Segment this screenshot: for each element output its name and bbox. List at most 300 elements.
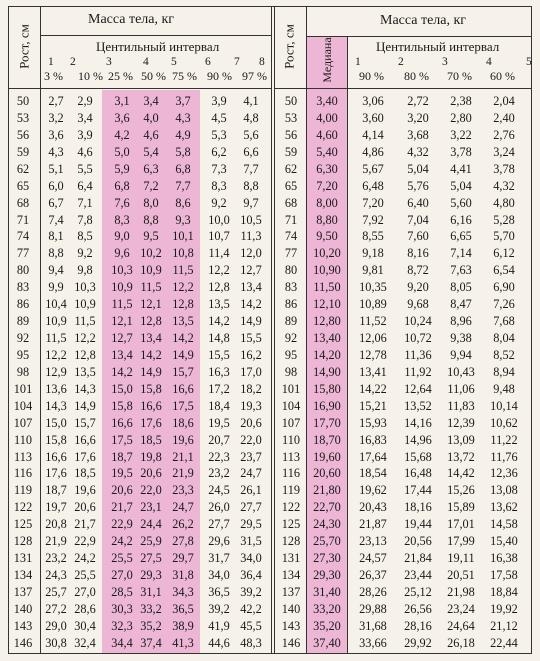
right-height-cell: 140 xyxy=(281,601,301,616)
right-value-cell: 3,68 xyxy=(407,127,429,142)
right-median-cell: 21,80 xyxy=(313,483,341,498)
right-value-cell: 16,38 xyxy=(490,551,518,566)
left-value-cell: 3,2 xyxy=(48,110,64,125)
right-interval-number: 2 xyxy=(398,56,404,68)
right-height-cell: 77 xyxy=(284,246,298,261)
right-height-cell: 116 xyxy=(282,466,300,481)
right-value-cell: 13,08 xyxy=(490,483,518,498)
left-value-cell: 11,4 xyxy=(208,246,230,261)
right-value-cell: 9,38 xyxy=(450,331,472,346)
right-value-cell: 8,04 xyxy=(493,331,515,346)
right-value-cell: 7,14 xyxy=(450,246,472,261)
right-median-cell: 24,30 xyxy=(313,517,341,532)
right-height-cell: 86 xyxy=(284,297,298,312)
right-height-cell: 146 xyxy=(281,635,301,650)
right-height-cell: 95 xyxy=(284,347,298,362)
left-value-cell: 10,8 xyxy=(172,246,194,261)
left-value-cell: 6,8 xyxy=(175,161,191,176)
left-value-cell: 23,2 xyxy=(208,466,230,481)
right-value-cell: 25,12 xyxy=(404,584,432,599)
left-value-cell: 20,6 xyxy=(74,500,96,515)
right-value-cell: 29,88 xyxy=(359,601,387,616)
left-value-cell: 5,4 xyxy=(143,144,159,159)
left-value-cell: 33,2 xyxy=(140,601,162,616)
left-value-cell: 9,9 xyxy=(48,280,64,295)
right-median-cell: 3,40 xyxy=(316,94,338,108)
right-height-cell: 110 xyxy=(282,432,300,447)
left-value-cell: 6,7 xyxy=(48,195,64,210)
left-value-cell: 34,0 xyxy=(208,568,230,583)
right-value-cell: 9,81 xyxy=(362,263,384,278)
left-interval-number: 2 xyxy=(70,56,76,68)
right-median-cell: 9,50 xyxy=(316,229,338,244)
left-value-cell: 10,9 xyxy=(111,280,133,295)
left-value-cell: 14,3 xyxy=(45,398,67,413)
left-value-cell: 18,7 xyxy=(45,483,67,498)
right-value-cell: 10,14 xyxy=(490,398,518,413)
right-height-cell: 122 xyxy=(281,500,301,515)
right-value-cell: 15,26 xyxy=(447,483,475,498)
left-value-cell: 31,8 xyxy=(172,568,194,583)
right-value-cell: 4,86 xyxy=(362,144,384,159)
right-value-cell: 11,92 xyxy=(404,364,432,379)
right-value-cell: 18,54 xyxy=(359,466,387,481)
left-mass-title: Масса тела, кг xyxy=(88,12,175,27)
right-value-cell: 7,68 xyxy=(493,314,515,329)
right-height-cell: 53 xyxy=(284,110,298,125)
right-value-cell: 2,40 xyxy=(493,110,515,125)
right-median-cell: 31,40 xyxy=(313,584,341,599)
left-value-cell: 17,6 xyxy=(74,449,96,464)
right-value-cell: 21,87 xyxy=(359,517,387,532)
right-height-cell: 104 xyxy=(281,398,301,413)
left-value-cell: 14,9 xyxy=(140,364,162,379)
right-median-cell: 10,90 xyxy=(313,263,341,278)
left-value-cell: 3,7 xyxy=(175,94,191,108)
left-value-cell: 12,8 xyxy=(208,280,230,295)
right-value-cell: 2,76 xyxy=(493,127,515,142)
right-value-cell: 8,72 xyxy=(407,263,429,278)
left-height-cell: 134 xyxy=(13,568,33,583)
right-value-cell: 9,20 xyxy=(407,280,429,295)
right-height-cell: 113 xyxy=(282,449,300,464)
right-height-cell: 125 xyxy=(281,517,301,532)
right-value-cell: 8,47 xyxy=(450,297,472,312)
right-interval-number: 3 xyxy=(442,56,448,68)
left-height-cell: 77 xyxy=(16,246,30,261)
left-value-cell: 12,2 xyxy=(74,331,96,346)
left-value-cell: 11,3 xyxy=(240,229,262,244)
left-value-cell: 4,1 xyxy=(243,94,259,108)
right-value-cell: 15,93 xyxy=(359,415,387,430)
left-height-cell: 50 xyxy=(16,94,30,108)
left-value-cell: 9,2 xyxy=(77,246,93,261)
left-value-cell: 19,6 xyxy=(74,483,96,498)
right-height-cell: 107 xyxy=(281,415,301,430)
right-value-cell: 21,12 xyxy=(490,618,518,633)
left-value-cell: 9,4 xyxy=(48,263,64,278)
left-value-cell: 7,7 xyxy=(175,178,191,193)
right-value-cell: 19,92 xyxy=(490,601,518,616)
left-value-cell: 15,8 xyxy=(45,432,67,447)
right-value-cell: 2,38 xyxy=(450,94,472,108)
left-value-cell: 3,6 xyxy=(48,127,64,142)
left-height-cell: 95 xyxy=(16,347,30,362)
left-value-cell: 19,6 xyxy=(172,432,194,447)
left-height-cell: 128 xyxy=(13,534,33,549)
right-value-cell: 9,68 xyxy=(407,297,429,312)
left-value-cell: 26,0 xyxy=(208,500,230,515)
right-value-cell: 4,32 xyxy=(493,178,515,193)
right-value-cell: 29,92 xyxy=(404,635,432,650)
left-height-cell: 104 xyxy=(13,398,33,413)
left-value-cell: 29,7 xyxy=(172,551,194,566)
left-value-cell: 18,4 xyxy=(208,398,230,413)
right-median-cell: 22,70 xyxy=(313,500,341,515)
left-height-cell: 80 xyxy=(16,263,30,278)
right-median-cell: 37,40 xyxy=(313,635,341,650)
left-value-cell: 13,6 xyxy=(45,381,67,396)
left-value-cell: 36,5 xyxy=(208,584,230,599)
left-value-cell: 16,6 xyxy=(45,449,67,464)
left-value-cell: 5,9 xyxy=(114,161,130,176)
left-value-cell: 39,2 xyxy=(208,601,230,616)
left-value-cell: 27,8 xyxy=(172,534,194,549)
left-value-cell: 10,4 xyxy=(45,297,67,312)
right-median-cell: 12,80 xyxy=(313,314,341,329)
right-value-cell: 13,62 xyxy=(490,500,518,515)
left-value-cell: 16,6 xyxy=(111,415,133,430)
right-mass-title: Масса тела, кг xyxy=(380,13,467,28)
left-value-cell: 10,0 xyxy=(208,212,230,227)
right-median-cell: 18,70 xyxy=(313,432,341,447)
left-height-cell: 86 xyxy=(16,297,30,312)
left-value-cell: 24,7 xyxy=(240,466,262,481)
left-height-cell: 143 xyxy=(13,618,33,633)
right-height-cell: 80 xyxy=(284,263,298,278)
right-median-cell: 17,70 xyxy=(313,415,341,430)
left-value-cell: 14,2 xyxy=(172,331,194,346)
left-value-cell: 34,0 xyxy=(240,551,262,566)
right-height-cell: 137 xyxy=(281,584,301,599)
right-value-cell: 7,26 xyxy=(493,297,515,312)
left-value-cell: 21,7 xyxy=(111,500,133,515)
right-value-cell: 5,04 xyxy=(407,161,429,176)
right-value-cell: 3,22 xyxy=(450,127,472,142)
left-value-cell: 12,7 xyxy=(111,331,133,346)
right-height-cell: 59 xyxy=(284,144,298,159)
right-interval-number: 4 xyxy=(486,56,492,68)
left-value-cell: 10,5 xyxy=(240,212,262,227)
right-value-cell: 17,99 xyxy=(447,534,475,549)
right-value-cell: 10,35 xyxy=(359,280,387,295)
right-height-cell: 83 xyxy=(284,280,298,295)
right-value-cell: 16,48 xyxy=(404,466,432,481)
right-value-cell: 12,64 xyxy=(404,381,432,396)
right-height-cell: 89 xyxy=(284,314,298,329)
left-height-header: Рост, см xyxy=(16,24,32,69)
right-height-cell: 65 xyxy=(284,178,298,193)
right-height-cell: 143 xyxy=(281,618,301,633)
left-value-cell: 4,9 xyxy=(175,127,191,142)
left-percent-header: 3 % xyxy=(44,69,63,83)
left-height-cell: 65 xyxy=(16,178,30,193)
right-height-cell: 68 xyxy=(284,195,298,210)
left-value-cell: 12,2 xyxy=(45,347,67,362)
right-interval-title: Центильный интервал xyxy=(376,39,500,54)
right-value-cell: 4,14 xyxy=(362,127,384,142)
left-value-cell: 4,6 xyxy=(143,127,159,142)
left-percent-header: 75 % xyxy=(172,69,197,83)
right-median-cell: 5,40 xyxy=(316,144,338,159)
left-height-cell: 59 xyxy=(16,144,30,159)
left-value-cell: 8,8 xyxy=(243,178,259,193)
left-height-cell: 122 xyxy=(13,500,33,515)
left-value-cell: 8,6 xyxy=(175,195,191,210)
left-interval-number: 3 xyxy=(106,56,112,68)
right-value-cell: 12,78 xyxy=(359,347,387,362)
right-value-cell: 9,48 xyxy=(493,381,515,396)
left-value-cell: 17,5 xyxy=(172,398,194,413)
right-value-cell: 7,04 xyxy=(407,212,429,227)
right-value-cell: 15,40 xyxy=(490,534,518,549)
left-height-cell: 92 xyxy=(16,331,30,346)
left-value-cell: 8,1 xyxy=(48,229,64,244)
right-value-cell: 2,72 xyxy=(407,94,429,108)
right-value-cell: 17,01 xyxy=(447,517,475,532)
right-percent-header: 60 % xyxy=(490,69,515,83)
right-value-cell: 15,89 xyxy=(447,500,475,515)
left-value-cell: 5,6 xyxy=(243,127,259,142)
right-height-cell: 62 xyxy=(284,161,298,176)
left-value-cell: 15,0 xyxy=(111,381,133,396)
left-value-cell: 24,4 xyxy=(140,517,162,532)
left-value-cell: 17,6 xyxy=(45,466,67,481)
left-value-cell: 8,5 xyxy=(77,229,93,244)
left-height-cell: 119 xyxy=(14,483,32,498)
left-value-cell: 12,1 xyxy=(140,297,162,312)
left-value-cell: 27,2 xyxy=(45,601,67,616)
right-value-cell: 6,48 xyxy=(362,178,384,193)
left-value-cell: 34,4 xyxy=(111,635,133,650)
right-value-cell: 11,06 xyxy=(447,381,475,396)
left-value-cell: 21,9 xyxy=(172,466,194,481)
right-value-cell: 11,83 xyxy=(447,398,475,413)
left-value-cell: 17,0 xyxy=(240,364,262,379)
left-value-cell: 25,5 xyxy=(111,551,133,566)
left-value-cell: 15,7 xyxy=(172,364,194,379)
left-height-cell: 110 xyxy=(14,432,32,447)
left-value-cell: 11,5 xyxy=(111,297,133,312)
left-value-cell: 18,5 xyxy=(140,432,162,447)
left-value-cell: 20,6 xyxy=(140,466,162,481)
left-value-cell: 7,2 xyxy=(143,178,159,193)
right-value-cell: 6,16 xyxy=(450,212,472,227)
right-median-cell: 33,20 xyxy=(313,601,341,616)
left-value-cell: 25,5 xyxy=(74,568,96,583)
right-value-cell: 14,96 xyxy=(404,432,432,447)
right-value-cell: 20,56 xyxy=(404,534,432,549)
left-value-cell: 15,0 xyxy=(45,415,67,430)
right-value-cell: 13,52 xyxy=(404,398,432,413)
right-value-cell: 24,57 xyxy=(359,551,387,566)
left-height-cell: 68 xyxy=(16,195,30,210)
right-value-cell: 8,16 xyxy=(407,246,429,261)
right-value-cell: 26,56 xyxy=(404,601,432,616)
left-value-cell: 7,8 xyxy=(77,212,93,227)
left-value-cell: 37,4 xyxy=(140,635,162,650)
left-value-cell: 24,5 xyxy=(208,483,230,498)
left-value-cell: 22,9 xyxy=(111,517,133,532)
right-value-cell: 12,39 xyxy=(447,415,475,430)
left-value-cell: 8,3 xyxy=(211,178,227,193)
right-value-cell: 6,12 xyxy=(493,246,515,261)
left-value-cell: 30,8 xyxy=(45,635,67,650)
right-value-cell: 10,24 xyxy=(404,314,432,329)
right-median-cell: 11,50 xyxy=(313,280,341,295)
left-value-cell: 5,5 xyxy=(77,161,93,176)
left-value-cell: 23,3 xyxy=(172,483,194,498)
right-body-rule xyxy=(275,88,532,89)
left-value-cell: 12,8 xyxy=(74,347,96,362)
left-value-cell: 41,9 xyxy=(208,618,230,633)
left-value-cell: 45,5 xyxy=(240,618,262,633)
left-value-cell: 23,2 xyxy=(45,551,67,566)
left-value-cell: 17,2 xyxy=(208,381,230,396)
right-value-cell: 14,22 xyxy=(359,381,387,396)
left-interval-number: 7 xyxy=(234,56,240,68)
left-value-cell: 16,6 xyxy=(74,432,96,447)
left-value-cell: 7,3 xyxy=(211,161,227,176)
left-value-cell: 20,6 xyxy=(111,483,133,498)
left-value-cell: 13,5 xyxy=(172,314,194,329)
left-value-cell: 3,4 xyxy=(143,94,159,108)
left-value-cell: 10,9 xyxy=(74,297,96,312)
left-height-cell: 53 xyxy=(16,110,30,125)
left-height-cell: 89 xyxy=(16,314,30,329)
right-value-cell: 8,55 xyxy=(362,229,384,244)
left-value-cell: 8,8 xyxy=(48,246,64,261)
right-value-cell: 10,89 xyxy=(359,297,387,312)
left-value-cell: 15,5 xyxy=(208,347,230,362)
right-value-cell: 7,60 xyxy=(407,229,429,244)
left-value-cell: 16,2 xyxy=(240,347,262,362)
left-value-cell: 5,1 xyxy=(48,161,64,176)
right-median-header: Медиана xyxy=(320,37,334,83)
right-height-cell: 131 xyxy=(281,551,301,566)
right-value-cell: 33,66 xyxy=(359,635,387,650)
left-value-cell: 4,6 xyxy=(77,144,93,159)
left-height-cell: 137 xyxy=(13,584,33,599)
right-median-cell: 16,90 xyxy=(313,398,341,413)
right-value-cell: 21,98 xyxy=(447,584,475,599)
left-value-cell: 4,8 xyxy=(243,110,259,125)
right-value-cell: 7,20 xyxy=(362,195,384,210)
left-value-cell: 5,8 xyxy=(175,144,191,159)
right-value-cell: 26,18 xyxy=(447,635,475,650)
right-value-cell: 19,11 xyxy=(447,551,475,566)
left-value-cell: 26,2 xyxy=(172,517,194,532)
left-value-cell: 10,7 xyxy=(208,229,230,244)
right-value-cell: 20,43 xyxy=(359,500,387,515)
right-value-cell: 13,72 xyxy=(447,449,475,464)
left-value-cell: 28,6 xyxy=(74,601,96,616)
left-value-cell: 19,3 xyxy=(240,398,262,413)
right-value-cell: 2,04 xyxy=(493,94,515,108)
left-value-cell: 21,9 xyxy=(45,534,67,549)
right-median-cell: 15,80 xyxy=(313,381,341,396)
right-value-cell: 5,28 xyxy=(493,212,515,227)
left-value-cell: 34,3 xyxy=(172,584,194,599)
right-height-cell: 98 xyxy=(284,364,298,379)
left-value-cell: 24,7 xyxy=(172,500,194,515)
left-value-cell: 7,7 xyxy=(243,161,259,176)
left-value-cell: 9,7 xyxy=(243,195,259,210)
left-value-cell: 13,4 xyxy=(240,280,262,295)
left-value-cell: 11,5 xyxy=(74,314,96,329)
left-percent-header: 50 % xyxy=(141,69,166,83)
left-value-cell: 4,0 xyxy=(143,110,159,125)
left-value-cell: 3,9 xyxy=(77,127,93,142)
right-median-cell: 14,90 xyxy=(313,364,341,379)
left-value-cell: 11,5 xyxy=(172,263,194,278)
right-value-cell: 8,96 xyxy=(450,314,472,329)
left-value-cell: 7,1 xyxy=(77,195,93,210)
right-height-cell: 74 xyxy=(284,229,298,244)
right-value-cell: 13,09 xyxy=(447,432,475,447)
right-value-cell: 13,41 xyxy=(359,364,387,379)
left-value-cell: 20,8 xyxy=(45,517,67,532)
right-median-cell: 8,80 xyxy=(316,212,338,227)
left-value-cell: 14,9 xyxy=(240,314,262,329)
right-value-cell: 18,84 xyxy=(490,584,518,599)
left-value-cell: 11,5 xyxy=(45,331,67,346)
right-value-cell: 17,44 xyxy=(404,483,432,498)
right-value-cell: 23,24 xyxy=(447,601,475,616)
right-value-cell: 11,52 xyxy=(359,314,387,329)
left-height-cell: 131 xyxy=(13,551,33,566)
right-height-cell: 92 xyxy=(284,331,298,346)
right-value-cell: 19,62 xyxy=(359,483,387,498)
left-value-cell: 12,7 xyxy=(240,263,262,278)
left-value-cell: 23,7 xyxy=(240,449,262,464)
left-value-cell: 35,2 xyxy=(140,618,162,633)
right-median-cell: 29,30 xyxy=(313,568,341,583)
left-value-cell: 17,5 xyxy=(111,432,133,447)
left-value-cell: 12,2 xyxy=(208,263,230,278)
left-value-cell: 31,7 xyxy=(208,551,230,566)
right-height-cell: 50 xyxy=(284,94,298,108)
right-percent-header: 90 % xyxy=(359,69,384,83)
left-interval-number: 5 xyxy=(171,56,177,68)
left-value-cell: 39,2 xyxy=(240,584,262,599)
left-value-cell: 22,3 xyxy=(208,449,230,464)
left-interval-number: 4 xyxy=(143,56,149,68)
right-value-cell: 6,90 xyxy=(493,280,515,295)
left-value-cell: 13,5 xyxy=(74,364,96,379)
right-value-cell: 8,05 xyxy=(450,280,472,295)
left-interval-number: 1 xyxy=(48,56,54,68)
left-value-cell: 24,2 xyxy=(111,534,133,549)
left-interval-number: 8 xyxy=(259,56,265,68)
left-percent-header: 90 % xyxy=(207,69,232,83)
left-value-cell: 18,2 xyxy=(240,381,262,396)
left-value-cell: 18,5 xyxy=(74,466,96,481)
left-value-cell: 15,7 xyxy=(74,415,96,430)
right-median-cell: 10,20 xyxy=(313,246,341,261)
left-value-cell: 25,9 xyxy=(140,534,162,549)
right-value-cell: 10,62 xyxy=(490,415,518,430)
